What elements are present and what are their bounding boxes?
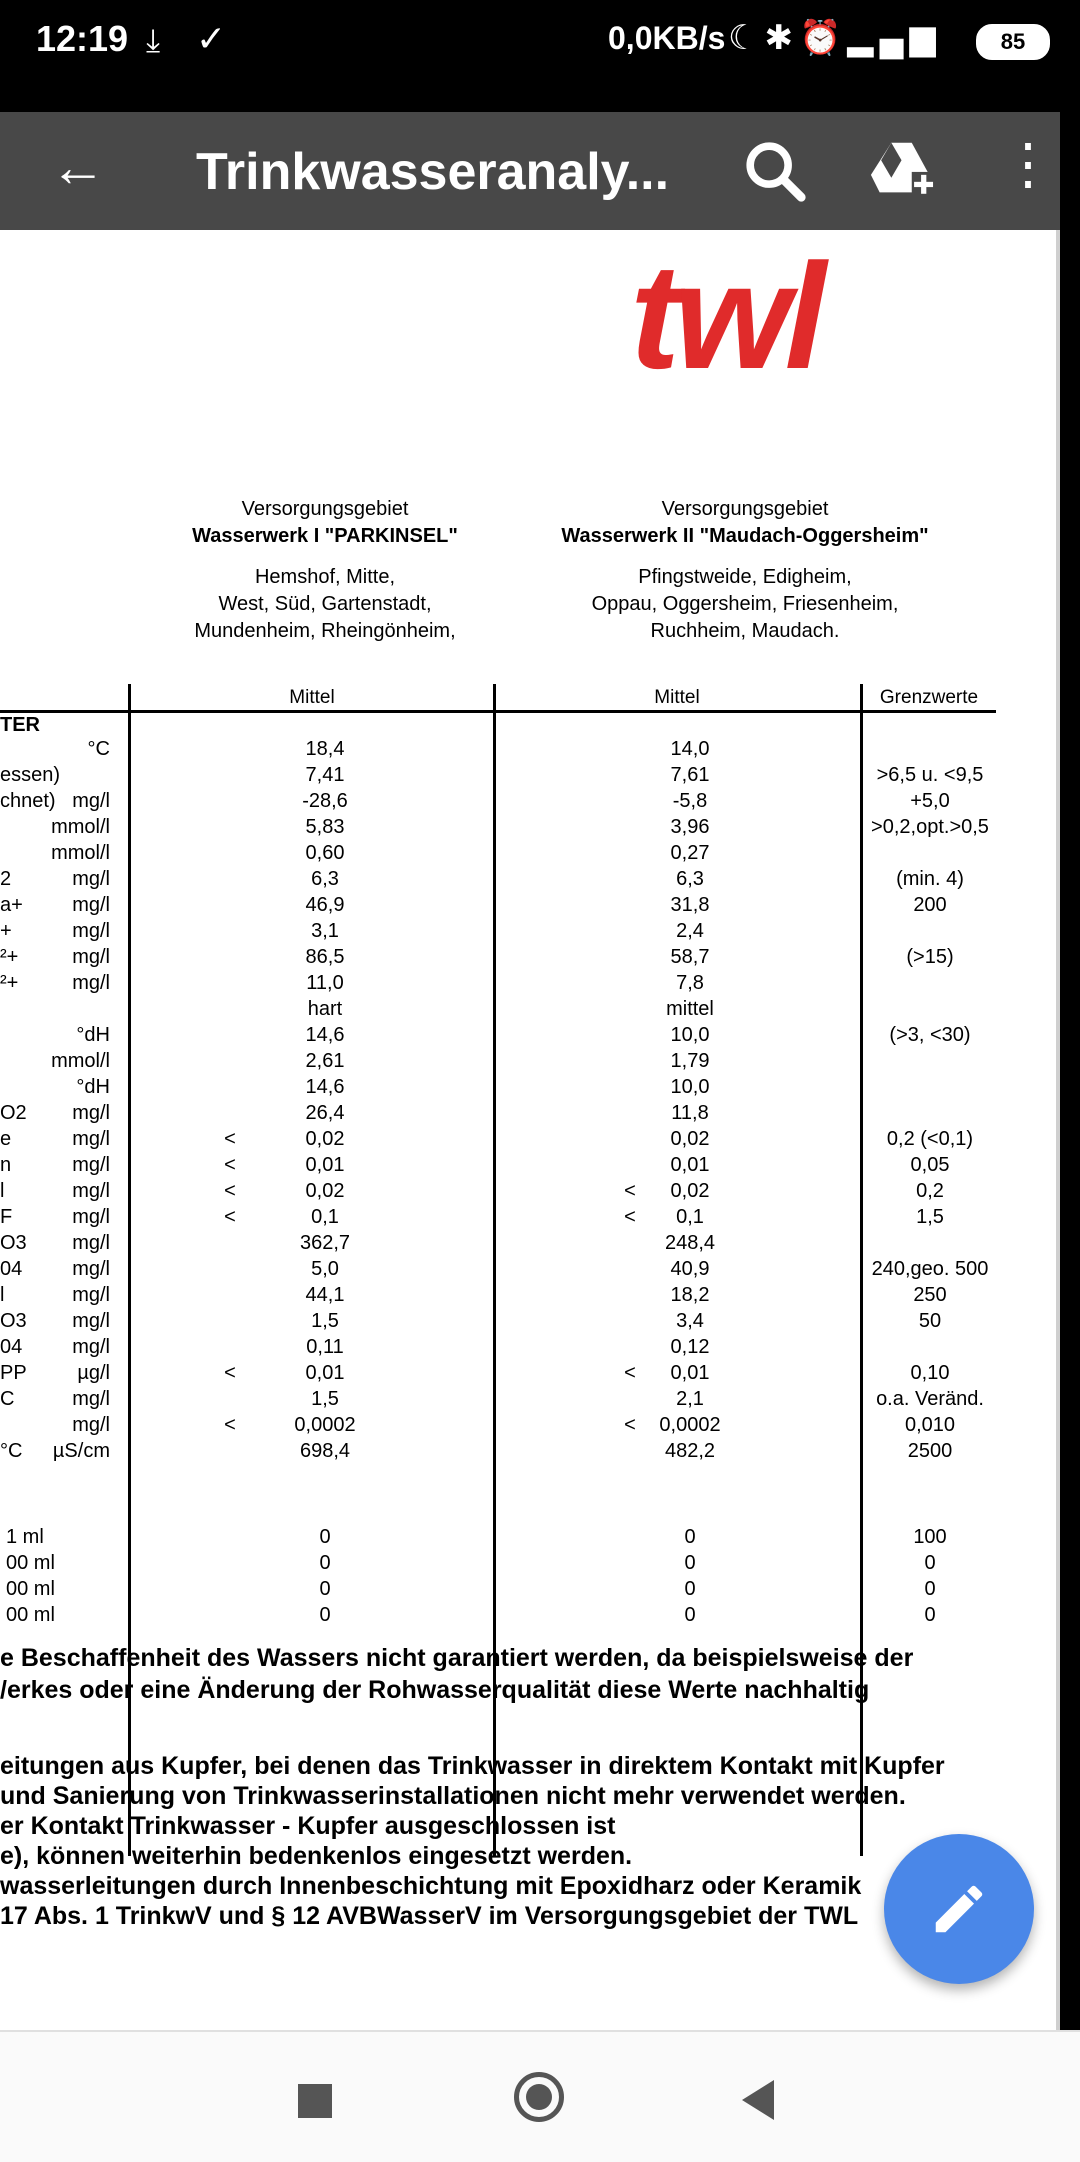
parameter-cell: O2 [0,1102,27,1124]
document-title: Trinkwasseranaly... [196,143,670,201]
table-row [0,998,1060,1024]
value-ww2-cell: 0,0002 [659,1414,721,1436]
limit-cell: 250 [913,1284,947,1306]
limit-cell: >6,5 u. <9,5 [876,764,984,786]
value-ww2-cell: 10,0 [670,1024,710,1046]
limit-cell: +5,0 [910,790,950,812]
parameter-cell: chnet) [0,790,56,812]
value-ww1-cell: 1,5 [311,1310,339,1332]
prefix-cell: < [624,1206,636,1228]
value-ww2-cell: 40,9 [670,1258,710,1280]
prefix-cell: < [624,1414,636,1436]
value-ww1-cell: hart [307,998,343,1020]
footnote-line: /erkes oder eine Änderung der Rohwasserqualität diese Werte nachhaltig [0,1676,870,1704]
table-row [0,1388,1060,1414]
value-ww2-cell: 0 [684,1604,696,1626]
limit-cell: 1,5 [916,1206,944,1228]
value-ww1-cell: 26,4 [305,1102,345,1124]
value-ww1-cell: 362,7 [299,1232,351,1254]
value-ww1-cell: 0,0002 [294,1414,356,1436]
value-ww1-cell: 0 [319,1604,331,1626]
battery-indicator: 85 [976,24,1050,60]
table-row [0,920,1060,946]
unit-cell: mg/l [72,1232,110,1254]
table-row [0,1336,1060,1362]
limit-cell: 0,2 [916,1180,944,1202]
value-ww2-cell: 2,4 [676,920,704,942]
value-ww1-cell: 0 [319,1552,331,1574]
value-ww2-cell: 3,4 [676,1310,704,1332]
unit-cell: mmol/l [51,1050,110,1072]
limit-cell: 0 [924,1578,936,1600]
unit-cell: mg/l [72,1284,110,1306]
unit-cell: µg/l [77,1362,110,1384]
supply-area-2-header [520,496,970,645]
recents-button[interactable] [298,2084,332,2118]
parameter-cell: ²+ [0,972,19,994]
value-ww1-cell: 0,02 [305,1180,345,1202]
parameter-cell: l [0,1180,5,1202]
table-row [0,738,1060,764]
parameter-cell: PP [0,1362,27,1384]
prefix-cell: < [224,1180,236,1202]
value-ww1-cell: 3,1 [311,920,339,942]
download-icon: ⤓ [146,22,161,58]
table-row [0,1180,1060,1206]
back-arrow-icon[interactable]: ← [50,135,106,198]
value-ww1-cell: 0 [319,1578,331,1600]
pdf-document-page[interactable] [0,230,1060,2030]
add-to-drive-icon[interactable] [868,134,938,204]
limit-cell: (>15) [906,946,954,968]
more-options-icon[interactable]: ⋮ [1000,132,1056,195]
table-row [0,1526,1060,1552]
unit-cell: °C [87,738,110,760]
table-row [0,1284,1060,1310]
parameter-cell: ²+ [0,946,19,968]
unit-cell: mg/l [72,1154,110,1176]
status-time: 12:19 [36,18,129,59]
parameter-cell: a+ [0,894,23,916]
unit-cell: mg/l [72,946,110,968]
column-header-mittel-1: Mittel [289,687,335,708]
table-row [0,1578,1060,1604]
value-ww1-cell: 1,5 [311,1388,339,1410]
supply-area-1-name: Wasserwerk I "PARKINSEL" [192,525,458,547]
limit-cell: 2500 [907,1440,953,1462]
value-ww2-cell: mittel [666,998,714,1020]
value-ww2-cell: 0,01 [670,1154,710,1176]
parameter-cell: l [0,1284,5,1306]
table-row [0,764,1060,790]
footnote-line: e Beschaffenheit des Wassers nicht garantiert werden, da beispielsweise der [0,1644,914,1672]
table-row [0,1604,1060,1630]
table-row [0,1552,1060,1578]
table-row [0,1024,1060,1050]
network-speed: 0,0KB/s [608,20,726,56]
table-row [0,1310,1060,1336]
prefix-cell: < [624,1180,636,1202]
column-header-grenzwerte: Grenzwerte [879,687,979,708]
column-header-mittel-2: Mittel [654,687,700,708]
supply-area-1-district: West, Süd, Gartenstadt, [218,593,432,615]
table-row [0,946,1060,972]
value-ww2-cell: 2,1 [676,1388,704,1410]
value-ww2-cell: 6,3 [676,868,704,890]
unit-cell: mg/l [72,1388,110,1410]
footnote-line: 17 Abs. 1 TrinkwV und § 12 AVBWasserV im Versorgungsgebiet der TWL [0,1902,859,1930]
value-ww1-cell: 0,02 [305,1128,345,1150]
limit-cell: 0 [924,1604,936,1626]
supply-area-2-district: Pfingstweide, Edigheim, [638,566,852,588]
table-row [0,868,1060,894]
table-row [0,894,1060,920]
table-row [0,1414,1060,1440]
value-ww2-cell: 0,1 [676,1206,704,1228]
footnote-line: er Kontakt Trinkwasser - Kupfer ausgeschlossen ist [0,1812,616,1840]
supply-area-1-district: Hemshof, Mitte, [254,566,396,588]
back-button[interactable] [742,2080,774,2120]
prefix-cell: < [224,1414,236,1436]
prefix-cell: < [224,1154,236,1176]
value-ww2-cell: 0,27 [670,842,710,864]
parameter-cell: 2 [0,868,12,890]
table-row [0,1102,1060,1128]
value-ww1-cell: 18,4 [305,738,345,760]
table-row [0,842,1060,868]
prefix-cell: < [624,1362,636,1384]
table-row [0,972,1060,998]
value-ww2-cell: 3,96 [670,816,710,838]
home-button[interactable] [514,2072,564,2122]
value-ww1-cell: 0,60 [305,842,345,864]
value-ww1-cell: 0,1 [311,1206,339,1228]
limit-cell: 200 [913,894,947,916]
table-row [0,1232,1060,1258]
value-ww1-cell: 11,0 [306,972,344,994]
footnote-line: eitungen aus Kupfer, bei denen das Trinkwasser in direktem Kontakt mit Kupfer [0,1752,945,1780]
value-ww1-cell: 86,5 [305,946,345,968]
value-ww2-cell: 7,8 [676,972,704,994]
unit-cell: °dH [76,1076,110,1098]
value-ww1-cell: 14,6 [305,1024,345,1046]
parameter-cell: n [0,1154,12,1176]
value-ww1-cell: 2,61 [305,1050,345,1072]
unit-cell: mg/l [72,790,110,812]
value-ww1-cell: 14,6 [305,1076,345,1098]
limit-cell: o.a. Veränd. [876,1388,984,1410]
search-icon[interactable] [740,136,810,206]
supply-area-2-label: Versorgungsgebiet [661,498,829,520]
parameter-cell: °C [0,1440,23,1462]
value-ww1-cell: -28,6 [302,790,348,812]
table-row [0,1076,1060,1102]
limit-cell: 0 [924,1552,936,1574]
table-row [0,1258,1060,1284]
value-ww2-cell: 10,0 [670,1076,710,1098]
footnote-line: e), können weiterhin bedenkenlos eingesetzt werden. [0,1842,633,1870]
value-ww2-cell: 0 [684,1578,696,1600]
table-row [0,816,1060,842]
value-ww2-cell: 0,01 [670,1362,710,1384]
unit-cell: mg/l [72,1310,110,1332]
unit-cell: mg/l [72,1128,110,1150]
parameter-cell: essen) [0,764,61,786]
prefix-cell: < [224,1206,236,1228]
value-ww2-cell: 0 [684,1552,696,1574]
prefix-cell: < [224,1362,236,1384]
limit-cell: (min. 4) [896,868,964,890]
unit-cell: mg/l [72,1336,110,1358]
parameter-cell: 04 [0,1258,23,1280]
supply-area-2-district: Oppau, Oggersheim, Friesenheim, [591,593,899,615]
value-ww1-cell: 46,9 [305,894,345,916]
unit-cell: mg/l [72,972,110,994]
value-ww2-cell: 1,79 [670,1050,710,1072]
table-row [0,1128,1060,1154]
unit-cell: mg/l [72,1102,110,1124]
parameter-cell: + [0,920,12,942]
supply-area-1-header [150,496,500,645]
value-ww1-cell: 6,3 [311,868,339,890]
table-row [0,1206,1060,1232]
unit-cell: mmol/l [51,816,110,838]
limit-cell: 0,05 [910,1154,950,1176]
app-bar [0,112,1060,230]
footnote-line: und Sanierung von Trinkwasserinstallationen nicht mehr verwendet werden. [0,1782,906,1810]
limit-cell: 50 [918,1310,942,1332]
supply-area-1-district: Mundenheim, Rheingönheim, [194,620,456,642]
value-ww2-cell: 248,4 [664,1232,716,1254]
unit-cell: mg/l [72,1206,110,1228]
unit-cell: mg/l [72,868,110,890]
supply-area-2-name: Wasserwerk II "Maudach-Oggersheim" [561,525,929,547]
status-bar [0,0,1080,112]
unit-cell: mg/l [72,920,110,942]
value-ww1-cell: 5,0 [311,1258,339,1280]
twl-logo: twl [630,232,821,400]
value-ww1-cell: 0,11 [306,1336,344,1358]
section-title: TER [0,714,40,736]
value-ww2-cell: 14,0 [670,738,710,760]
edit-fab-button[interactable] [884,1834,1034,1984]
limit-cell: 0,010 [904,1414,956,1436]
value-ww2-cell: 0,02 [670,1128,710,1150]
limit-cell: (>3, <30) [889,1024,971,1046]
parameter-cell: 00 ml [6,1578,55,1600]
table-header-line [0,710,996,713]
value-ww1-cell: 0,01 [305,1154,345,1176]
value-ww2-cell: -5,8 [672,790,708,812]
unit-cell: mg/l [72,1180,110,1202]
checkmark-icon: ✓ [196,18,227,59]
value-ww2-cell: 0,12 [670,1336,710,1358]
limit-cell: 240,geo. 500 [871,1258,989,1280]
value-ww1-cell: 5,83 [305,816,345,838]
parameter-cell: C [0,1388,15,1410]
unit-cell: mmol/l [51,842,110,864]
value-ww2-cell: 0 [684,1526,696,1548]
unit-cell: µS/cm [52,1440,110,1462]
unit-cell: °dH [76,1024,110,1046]
table-row [0,1154,1060,1180]
parameter-cell: 00 ml [6,1604,55,1626]
system-nav-bar [0,2030,1080,2162]
parameter-cell: e [0,1128,12,1150]
parameter-cell: F [0,1206,13,1228]
value-ww2-cell: 7,61 [670,764,710,786]
value-ww1-cell: 0,01 [305,1362,345,1384]
table-row [0,1440,1060,1466]
value-ww2-cell: 18,2 [670,1284,710,1306]
limit-cell: 100 [913,1526,947,1548]
parameter-cell: O3 [0,1232,27,1254]
parameter-cell: 00 ml [6,1552,55,1574]
prefix-cell: < [224,1128,236,1150]
value-ww2-cell: 482,2 [664,1440,716,1462]
value-ww2-cell: 31,8 [670,894,710,916]
unit-cell: mg/l [72,1414,110,1436]
parameter-cell: 04 [0,1336,23,1358]
limit-cell: 0,2 (<0,1) [886,1128,974,1150]
pencil-icon [928,1878,990,1940]
unit-cell: mg/l [72,1258,110,1280]
value-ww1-cell: 0 [319,1526,331,1548]
footnote-line: wasserleitungen durch Innenbeschichtung mit Epoxidharz oder Keramik [0,1872,862,1900]
parameter-cell: O3 [0,1310,27,1332]
value-ww1-cell: 44,1 [305,1284,345,1306]
value-ww2-cell: 0,02 [670,1180,710,1202]
supply-area-1-label: Versorgungsgebiet [241,498,409,520]
status-icons: ☾✱⏰▂▄▆ [728,19,942,57]
unit-cell: mg/l [72,894,110,916]
limit-cell: >0,2,opt.>0,5 [871,816,989,838]
supply-area-2-district: Ruchheim, Maudach. [650,620,840,642]
value-ww1-cell: 698,4 [299,1440,351,1462]
limit-cell: 0,10 [910,1362,950,1384]
value-ww2-cell: 11,8 [671,1102,709,1124]
table-row [0,1362,1060,1388]
table-row [0,790,1060,816]
value-ww1-cell: 7,41 [305,764,345,786]
value-ww2-cell: 58,7 [670,946,710,968]
table-row [0,1050,1060,1076]
parameter-cell: 1 ml [6,1526,44,1548]
